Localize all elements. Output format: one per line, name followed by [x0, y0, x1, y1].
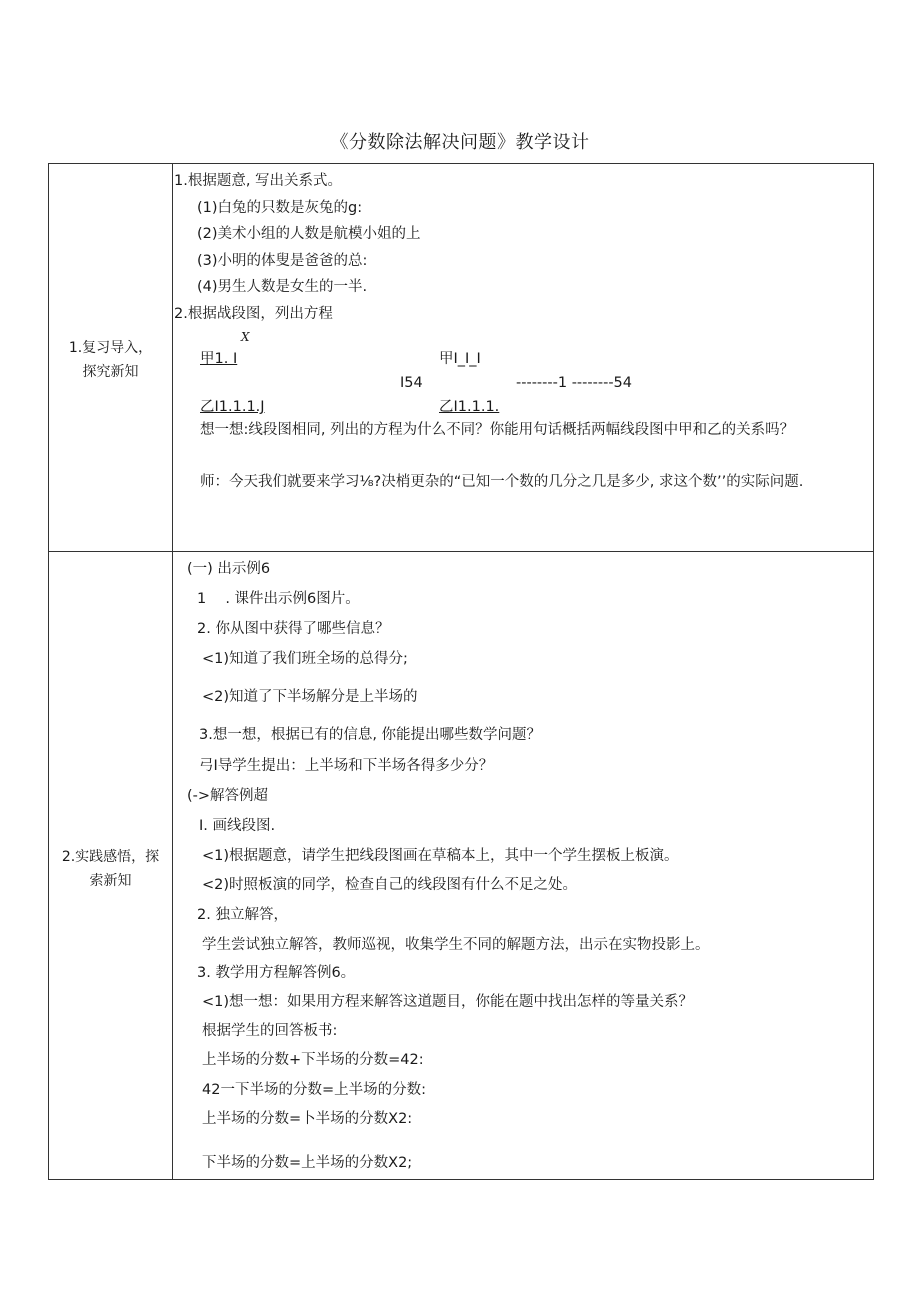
- section1-heading2: 2.根据战段图，列出方程: [174, 306, 333, 322]
- section1-item-1: (1)白兔的只数是灰兔的g:: [197, 200, 363, 216]
- s2-line-18: 42一下半场的分数=上半场的分数:: [202, 1082, 426, 1098]
- s2-line-6: 3.想一想，根据已有的信息, 你能提出哪些数学问题？: [199, 727, 542, 743]
- diagram-value-154: I54: [400, 375, 423, 391]
- diagram-yi-left: 乙I1.1.1.J: [200, 399, 265, 415]
- s2-line-2: 1 . 课件出示例6图片。: [197, 591, 360, 607]
- lesson-plan-table: [48, 163, 874, 1180]
- s2-line-14: 3. 教学用方程解答例6。: [197, 965, 356, 981]
- s2-line-12: 2. 独立解答，: [197, 907, 288, 923]
- diagram-jia-right: 甲I_I_I: [439, 351, 481, 367]
- diagram-yi-right: 乙I1.1.1.: [439, 399, 500, 415]
- s2-line-13: 学生尝试独立解答，教师巡视，收集学生不同的解题方法，出示在实物投影上。: [202, 937, 710, 953]
- column-divider: [172, 164, 173, 1179]
- section2-label-line1: 2.实践感悟，探: [61, 849, 160, 865]
- section1-item-3: (3)小明的体叟是爸爸的总:: [197, 253, 368, 269]
- section2-label-line2: 索新知: [89, 873, 132, 889]
- s2-line-5: <2)知道了下半场解分是上半场的: [202, 689, 418, 705]
- s2-line-1: (一) 出示例6: [187, 561, 271, 577]
- section1-heading1: 1.根据题意, 写出关系式。: [174, 173, 343, 189]
- s2-line-15: <1)想一想：如果用方程来解答这道题目，你能在题中找出怎样的等量关系？: [202, 994, 694, 1010]
- section1-item-4: (4)男生人数是女生的一半.: [197, 279, 368, 295]
- s2-line-20: 下半场的分数=上半场的分数X2;: [202, 1155, 413, 1171]
- section2-label: [49, 845, 172, 893]
- s2-line-4: <1)知道了我们班全场的总得分;: [202, 651, 408, 667]
- section1-teacher-paragraph: 师：今天我们就要来学习⅛?决梢更杂的“已知一个数的几分之几是多少, 求这个数’’的实际问题.: [200, 474, 804, 490]
- s2-line-11: <2)时照板演的同学，检查自己的线段图有什么不足之处。: [202, 877, 578, 893]
- diagram-dash-line: --------1 --------54: [516, 375, 632, 391]
- s2-line-8: (->解答例超: [187, 788, 269, 804]
- section1-think-paragraph: 想一想:线段图相同, 列出的方程为什么不同？你能用句话概括两幅线段图中甲和乙的关系吗？: [200, 422, 795, 438]
- section1-item-2: (2)美术小组的人数是航模小姐的上: [197, 226, 421, 242]
- s2-line-7: 弓I导学生提出：上半场和下半场各得多少分？: [199, 758, 494, 774]
- row-divider: [49, 551, 873, 552]
- s2-line-9: I. 画线段图.: [199, 818, 276, 834]
- diagram-x-mark: X: [241, 330, 250, 344]
- diagram-jia-left: 甲1. I: [200, 351, 238, 367]
- s2-line-19: 上半场的分数=卜半场的分数X2:: [202, 1111, 413, 1127]
- s2-line-10: <1)根据题意，请学生把线段图画在草稿本上，其中一个学生摆板上板演。: [202, 848, 679, 864]
- page-title: 《分数除法解决问题》教学设计: [330, 132, 590, 153]
- section1-label: [49, 336, 172, 384]
- s2-line-17: 上半场的分数+下半场的分数=42:: [202, 1052, 424, 1068]
- s2-line-3: 2. 你从图中获得了哪些信息？: [197, 621, 390, 637]
- section1-label-line2: 探究新知: [82, 364, 139, 380]
- section1-label-line1: 1.复习导入，: [68, 340, 153, 356]
- s2-line-16: 根据学生的回答板书:: [202, 1023, 338, 1039]
